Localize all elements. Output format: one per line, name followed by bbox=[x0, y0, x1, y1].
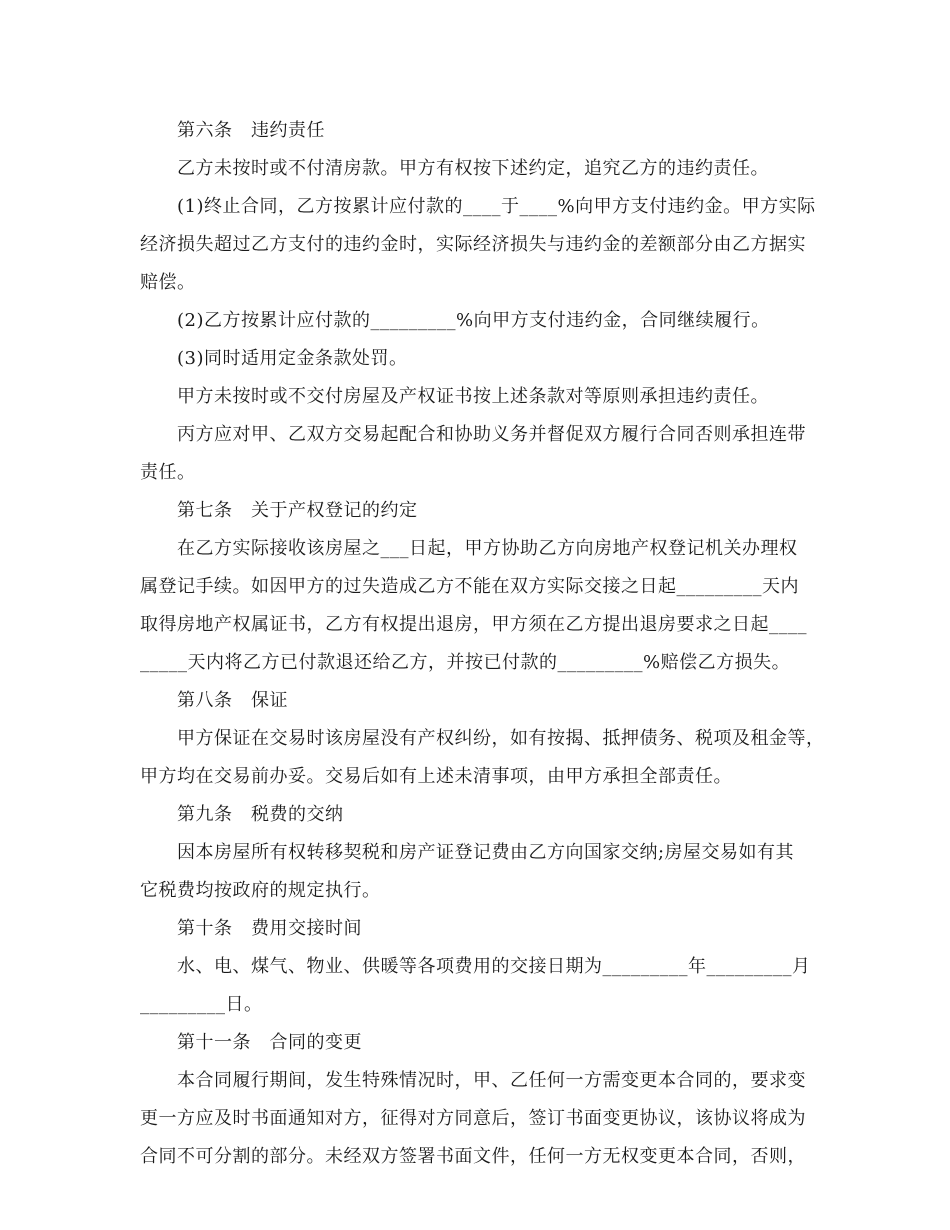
paragraph-line: 甲方保证在交易时该房屋没有产权纠纷，如有按揭、抵押债务、税项及租金等， bbox=[177, 728, 825, 749]
paragraph-line: 更一方应及时书面通知对方，征得对方同意后，签订书面变更协议，该协议将成为 bbox=[140, 1108, 806, 1129]
section-heading-article-9: 第九条 税费的交纳 bbox=[177, 804, 344, 825]
paragraph-line: 丙方应对甲、乙双方交易起配合和协助义务并督促双方履行合同否则承担连带 bbox=[177, 424, 806, 445]
paragraph-line: 取得房地产权属证书，乙方有权提出退房，甲方须在乙方提出退房要求之日起____ bbox=[140, 614, 807, 635]
paragraph-line: 经济损失超过乙方支付的违约金时，实际经济损失与违约金的差额部分由乙方据实 bbox=[140, 234, 806, 255]
paragraph-line: 本合同履行期间，发生特殊情况时，甲、乙任何一方需变更本合同的，要求变 bbox=[177, 1070, 806, 1091]
section-heading-article-11: 第十一条 合同的变更 bbox=[177, 1032, 362, 1053]
paragraph-line: 合同不可分割的部分。未经双方签署书面文件，任何一方无权变更本合同，否则， bbox=[140, 1146, 806, 1167]
paragraph-line: 甲方未按时或不交付房屋及产权证书按上述条款对等原则承担违约责任。 bbox=[177, 386, 769, 407]
paragraph-line: 甲方均在交易前办妥。交易后如有上述未清事项，由甲方承担全部责任。 bbox=[140, 766, 732, 787]
paragraph-line: _____天内将乙方已付款退还给乙方，并按已付款的_________%赔偿乙方损失。 bbox=[140, 652, 791, 673]
paragraph-line: 赔偿。 bbox=[140, 272, 196, 293]
paragraph-line: 因本房屋所有权转移契税和房产证登记费由乙方向国家交纳;房屋交易如有其 bbox=[177, 842, 795, 863]
paragraph-line: 在乙方实际接收该房屋之___日起，甲方协助乙方向房地产权登记机关办理权 bbox=[177, 538, 798, 559]
paragraph-line: 它税费均按政府的规定执行。 bbox=[140, 880, 381, 901]
paragraph-line: 属登记手续。如因甲方的过失造成乙方不能在双方实际交接之日起_________天内 bbox=[140, 576, 799, 597]
section-heading-article-8: 第八条 保证 bbox=[177, 690, 288, 711]
paragraph-line: 责任。 bbox=[140, 462, 196, 483]
paragraph-line: (1)终止合同，乙方按累计应付款的____于____%向甲方支付违约金。甲方实际 bbox=[177, 196, 816, 217]
paragraph-line: (2)乙方按累计应付款的_________%向甲方支付违约金，合同继续履行。 bbox=[177, 310, 770, 331]
paragraph-line: 乙方未按时或不付清房款。甲方有权按下述约定，追究乙方的违约责任。 bbox=[177, 158, 769, 179]
paragraph-line: (3)同时适用定金条款处罚。 bbox=[177, 348, 408, 369]
document-page bbox=[140, 112, 830, 1176]
section-heading-article-7: 第七条 关于产权登记的约定 bbox=[177, 500, 418, 521]
section-heading-article-6: 第六条 违约责任 bbox=[177, 120, 325, 141]
paragraph-line: 水、电、煤气、物业、供暖等各项费用的交接日期为_________年_________月 bbox=[177, 956, 811, 977]
section-heading-article-10: 第十条 费用交接时间 bbox=[177, 918, 362, 939]
paragraph-line: _________日。 bbox=[140, 994, 263, 1015]
